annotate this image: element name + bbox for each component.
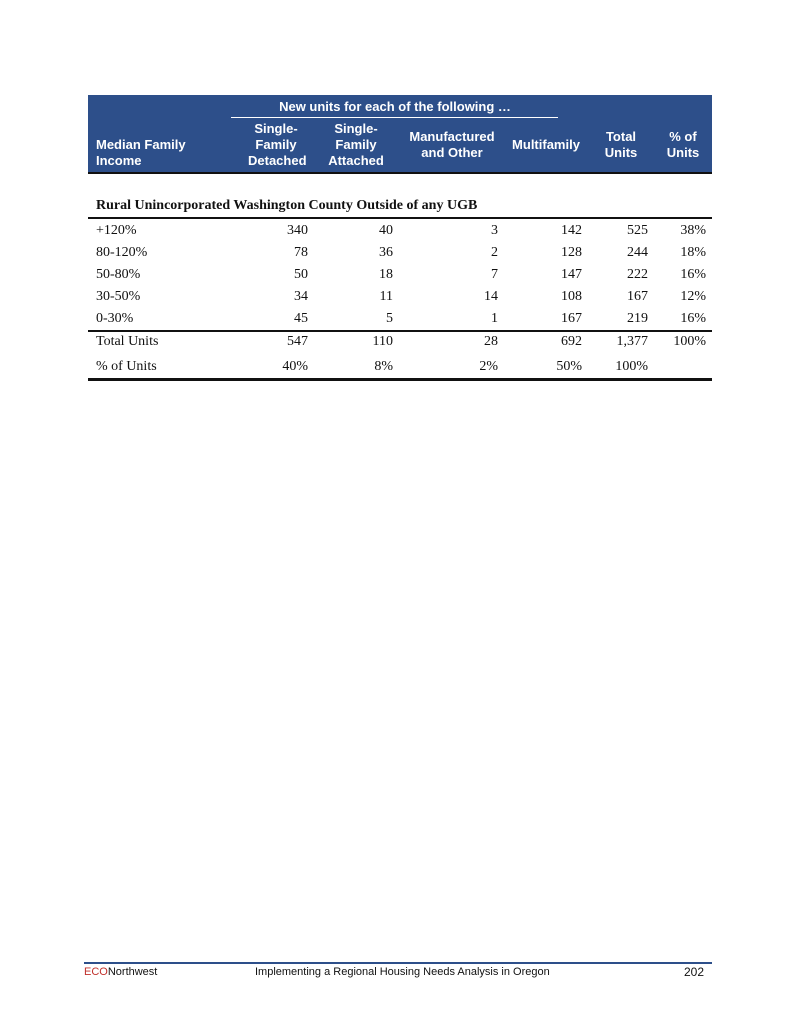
cell-value: 340	[287, 223, 308, 238]
cell-value: 100%	[615, 359, 648, 374]
cell-value: 128	[561, 245, 582, 260]
cell-value: 1	[491, 311, 498, 326]
section-rule	[88, 217, 712, 219]
table-row	[88, 221, 712, 243]
row-label: % of Units	[96, 359, 157, 374]
cell-value: 1,377	[616, 334, 648, 349]
row-label: Total Units	[96, 334, 159, 349]
group-header: New units for each of the following …	[279, 99, 511, 114]
cell-value: 38%	[680, 223, 706, 238]
cell-value: 16%	[680, 267, 706, 282]
col-header-manufactured: Manufactured and Other	[409, 129, 495, 160]
total-row	[88, 332, 712, 354]
cell-value: 34	[294, 289, 308, 304]
cell-value: 50%	[556, 359, 582, 374]
cell-value: 40	[379, 223, 393, 238]
col-header-sfd: Single-Family Detached	[248, 121, 307, 168]
row-label: 30-50%	[96, 289, 141, 304]
cell-value: 2%	[479, 359, 498, 374]
cell-value: 100%	[673, 334, 706, 349]
cell-value: 18	[379, 267, 393, 282]
percent-row	[88, 357, 712, 379]
group-underline	[231, 117, 558, 118]
table-row	[88, 287, 712, 309]
row-label: 50-80%	[96, 267, 141, 282]
cell-value: 28	[484, 334, 498, 349]
cell-value: 147	[561, 267, 582, 282]
col-header-total: Total Units	[604, 129, 638, 160]
cell-value: 14	[484, 289, 498, 304]
cell-value: 50	[294, 267, 308, 282]
cell-value: 36	[379, 245, 393, 260]
cell-value: 7	[491, 267, 498, 282]
cell-value: 222	[627, 267, 648, 282]
brand-eco: ECO	[84, 966, 108, 978]
footer-rule	[84, 962, 712, 964]
cell-value: 167	[561, 311, 582, 326]
cell-value: 40%	[282, 359, 308, 374]
table-row	[88, 243, 712, 265]
cell-value: 2	[491, 245, 498, 260]
footer-title: Implementing a Regional Housing Needs Analysis in Oregon	[255, 966, 550, 978]
cell-value: 142	[561, 223, 582, 238]
section-title: Rural Unincorporated Washington County Outside of any UGB	[96, 198, 478, 213]
col-header-pct: % of Units	[666, 129, 700, 160]
brand-northwest: Northwest	[107, 966, 158, 978]
col-header-multifamily: Multifamily	[512, 137, 580, 152]
cell-value: 12%	[680, 289, 706, 304]
cell-value: 108	[561, 289, 582, 304]
cell-value: 78	[294, 245, 308, 260]
col-header-sfa: Single-Family Attached	[328, 121, 384, 168]
row-label: +120%	[96, 223, 137, 238]
table-row	[88, 309, 712, 331]
cell-value: 8%	[374, 359, 393, 374]
col-header-income: Median Family Income	[96, 137, 186, 168]
page-number: 202	[684, 965, 705, 979]
row-label: 0-30%	[96, 311, 134, 326]
row-label: 80-120%	[96, 245, 148, 260]
cell-value: 525	[627, 223, 648, 238]
cell-value: 692	[561, 334, 582, 349]
cell-value: 244	[627, 245, 648, 260]
cell-value: 18%	[680, 245, 706, 260]
table-header	[88, 95, 712, 174]
table-row	[88, 265, 712, 287]
cell-value: 167	[627, 289, 648, 304]
cell-value: 16%	[680, 311, 706, 326]
cell-value: 11	[379, 289, 393, 304]
cell-value: 547	[287, 334, 308, 349]
cell-value: 219	[627, 311, 648, 326]
footer-brand	[84, 966, 157, 978]
cell-value: 5	[386, 311, 393, 326]
cell-value: 110	[372, 334, 393, 349]
cell-value: 3	[491, 223, 498, 238]
totals-rule	[88, 330, 712, 332]
table-bottom-rule	[88, 378, 712, 381]
cell-value: 45	[294, 311, 308, 326]
